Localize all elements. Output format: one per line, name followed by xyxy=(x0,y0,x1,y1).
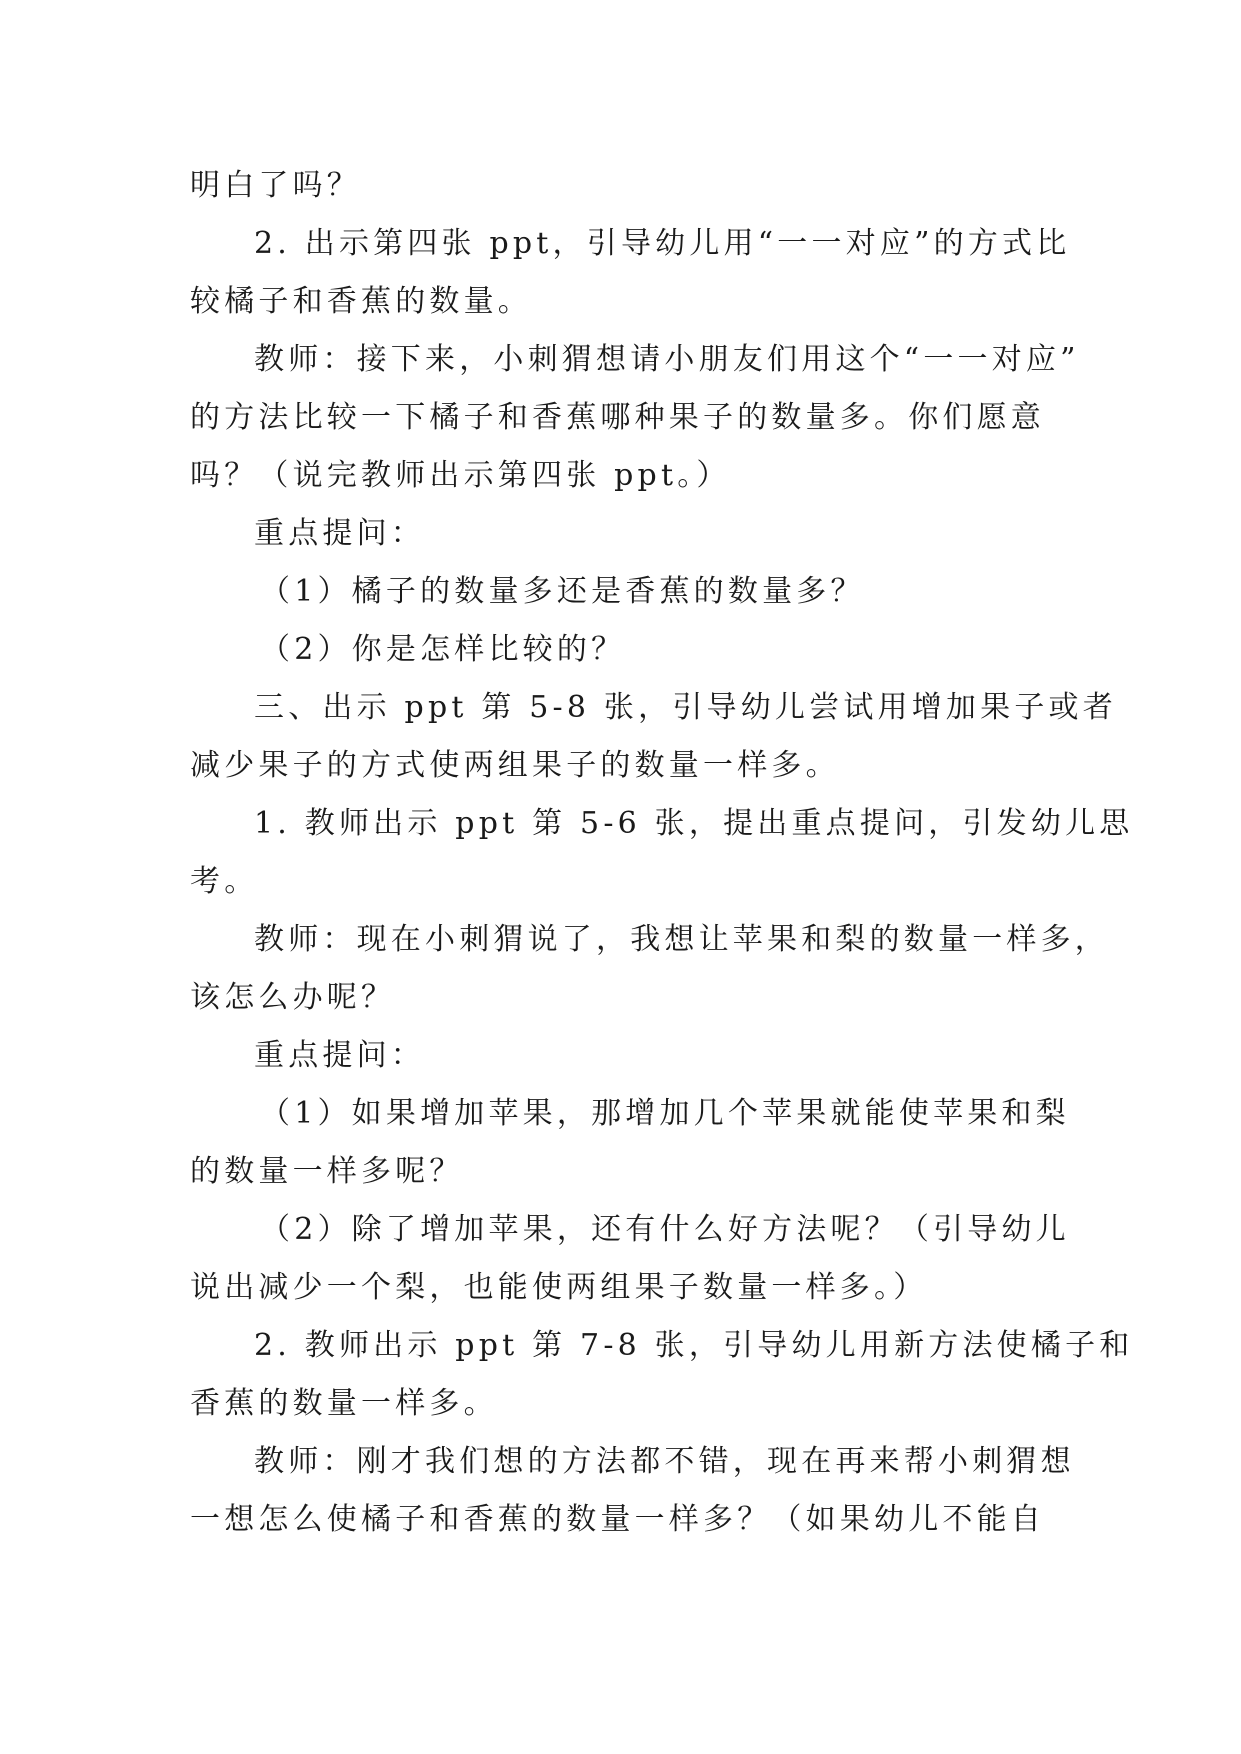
text-line-19: （2）除了增加苹果，还有什么好方法呢？（引导幼儿 xyxy=(260,1212,1070,1247)
text-line-22: 香蕉的数量一样多。 xyxy=(190,1386,498,1421)
text-line-21: 2. 教师出示 ppt 第 7-8 张，引导幼儿用新方法使橘子和 xyxy=(254,1328,1134,1363)
text-line-8: （1）橘子的数量多还是香蕉的数量多？ xyxy=(260,574,865,609)
text-line-20: 说出减少一个梨，也能使两组果子数量一样多。） xyxy=(190,1270,928,1305)
text-line-15: 该怎么办呢？ xyxy=(190,980,396,1015)
text-line-10: 三、出示 ppt 第 5-8 张，引导幼儿尝试用增加果子或者 xyxy=(254,690,1117,725)
text-line-5: 的方法比较一下橘子和香蕉哪种果子的数量多。你们愿意 xyxy=(190,400,1045,435)
text-line-16: 重点提问： xyxy=(254,1038,425,1073)
text-line-6: 吗？（说完教师出示第四张 ppt。） xyxy=(190,458,731,493)
text-line-14: 教师：现在小刺猬说了，我想让苹果和梨的数量一样多， xyxy=(254,922,1109,957)
text-line-4: 教师：接下来，小刺猬想请小朋友们用这个“一一对应” xyxy=(254,342,1080,377)
text-line-13: 考。 xyxy=(190,864,259,899)
text-line-9: （2）你是怎样比较的？ xyxy=(260,632,626,667)
text-line-18: 的数量一样多呢？ xyxy=(190,1154,464,1189)
text-line-24: 一想怎么使橘子和香蕉的数量一样多？（如果幼儿不能自 xyxy=(190,1502,1045,1537)
text-line-17: （1）如果增加苹果，那增加几个苹果就能使苹果和梨 xyxy=(260,1096,1070,1131)
text-line-23: 教师：刚才我们想的方法都不错，现在再来帮小刺猬想 xyxy=(254,1444,1075,1479)
text-line-1: 明白了吗？ xyxy=(190,168,361,203)
text-line-12: 1. 教师出示 ppt 第 5-6 张，提出重点提问，引发幼儿思 xyxy=(254,806,1134,841)
text-line-7: 重点提问： xyxy=(254,516,425,551)
text-line-11: 减少果子的方式使两组果子的数量一样多。 xyxy=(190,748,840,783)
text-line-2: 2. 出示第四张 ppt，引导幼儿用“一一对应”的方式比 xyxy=(254,226,1071,261)
document-body xyxy=(190,157,1134,1549)
text-line-3: 较橘子和香蕉的数量。 xyxy=(190,284,532,319)
